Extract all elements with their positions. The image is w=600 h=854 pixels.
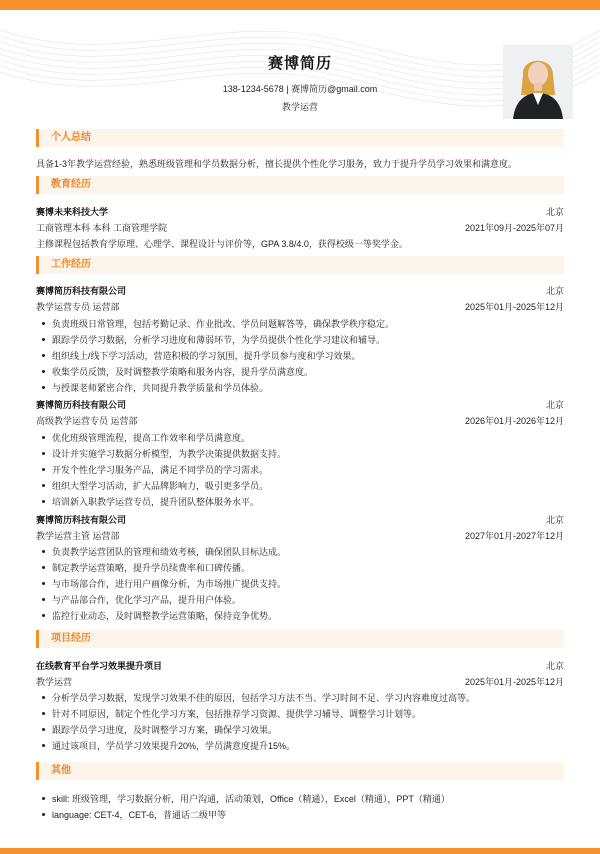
job-role: 高级教学运营专员 运营部 (36, 416, 138, 426)
job-header (36, 285, 564, 297)
job-period: 2026年01月-2026年12月 (464, 416, 564, 426)
section-title-summary: 个人总结 (36, 129, 564, 147)
job-period: 2025年01月-2025年12月 (464, 302, 564, 312)
list-item: 监控行业动态，及时调整教学运营策略，保持竞争优势。 (42, 610, 562, 622)
list-item: 收集学员反馈，及时调整教学策略和服务内容，提升学员满意度。 (42, 366, 562, 378)
candidate-name: 赛博简历 (267, 55, 332, 72)
list-item: 与产品部合作，优化学习产品，提升用户体验。 (42, 594, 562, 606)
job-header (36, 514, 564, 526)
list-item: 与市场部合作，进行用户画像分析，为市场推广提供支持。 (42, 578, 562, 590)
section-title-project: 项目经历 (36, 630, 564, 648)
list-item: 开发个性化学习服务产品，满足不同学员的学习需求。 (42, 464, 562, 476)
list-item: 组织大型学习活动，扩大品牌影响力，吸引更多学员。 (42, 480, 562, 492)
job-location: 北京 (545, 515, 564, 525)
top-accent-bar (0, 0, 600, 10)
profile-photo (503, 45, 573, 119)
job-location: 北京 (545, 400, 564, 410)
project-header (36, 660, 564, 672)
job-role-row (36, 415, 564, 427)
school-name: 赛博未来科技大学 (36, 207, 109, 217)
company-name: 赛博简历科技有限公司 (36, 286, 127, 296)
list-item: 设计并实施学习数据分析模型，为教学决策提供数据支持。 (42, 448, 562, 460)
job-role: 教学运营专员 运营部 (36, 302, 120, 312)
project-location: 北京 (545, 661, 564, 671)
job-role: 教学运营主管 运营部 (36, 531, 120, 541)
list-item: skill: 班级管理，学习数据分析，用户沟通，活动策划，Office（精通），Excel（精通），PPT（精通） (42, 793, 562, 805)
project-role-row (36, 676, 564, 688)
project-period: 2025年01月-2025年12月 (464, 677, 564, 687)
education-degree: 工商管理本科 本科 工商管理学院 (36, 223, 168, 233)
list-item: 跟踪学员学习数据，分析学习进度和薄弱环节，为学员提供个性化学习建议和辅导。 (42, 334, 562, 346)
summary-text: 具备1-3年教学运营经验，熟悉班级管理和学员数据分析，擅长提供个性化学习服务，致力于提升学员学习效果和满意度。 (36, 159, 518, 169)
job-period: 2027年01月-2027年12月 (464, 531, 564, 541)
list-item: 负责班级日常管理，包括考勤记录、作业批改、学员问题解答等，确保教学秩序稳定。 (42, 318, 562, 330)
job-role-row (36, 301, 564, 313)
list-item: 优化班级管理流程，提高工作效率和学员满意度。 (42, 432, 562, 444)
section-title-education: 教育经历 (36, 176, 564, 194)
bottom-accent-bar (0, 848, 600, 854)
section-title-work: 工作经历 (36, 256, 564, 274)
education-period: 2021年09月-2025年07月 (464, 223, 564, 233)
education-detail: 主修课程包括教育学原理、心理学、课程设计与评价等，GPA 3.8/4.0，获得校级一等奖学金。 (36, 239, 408, 249)
list-item: 针对不同原因，制定个性化学习方案，包括推荐学习资源、提供学习辅导、调整学习计划等。 (42, 708, 562, 720)
list-item: 负责教学运营团队的管理和绩效考核，确保团队目标达成。 (42, 546, 562, 558)
job-target: 教学运营 (281, 102, 318, 112)
job-header (36, 399, 564, 411)
job-role-row (36, 530, 564, 542)
list-item: 组织线上/线下学习活动，营造积极的学习氛围，提升学员参与度和学习效果。 (42, 350, 562, 362)
education-degree-row (36, 222, 564, 234)
education-header (36, 206, 564, 218)
list-item: 与授课老师紧密合作，共同提升教学质量和学员体验。 (42, 382, 562, 394)
job-location: 北京 (545, 286, 564, 296)
education-location: 北京 (545, 207, 564, 217)
section-title-other: 其他 (36, 762, 564, 780)
project-name: 在线教育平台学习效果提升项目 (36, 661, 163, 671)
list-item: 分析学员学习数据，发现学习效果不佳的原因，包括学习方法不当、学习时间不足、学习内容难度过高等。 (42, 692, 562, 704)
list-item: language: CET-4，CET-6，普通话二级甲等 (42, 809, 562, 821)
project-role: 教学运营 (36, 677, 73, 687)
list-item: 通过该项目，学员学习效果提升20%，学员满意度提升15%。 (42, 740, 562, 752)
list-item: 制定教学运营策略，提升学员续费率和口碑传播。 (42, 562, 562, 574)
list-item: 跟踪学员学习进度，及时调整学习方案，确保学习效果。 (42, 724, 562, 736)
company-name: 赛博简历科技有限公司 (36, 400, 127, 410)
contact-info: 138-1234-5678 | 赛博简历@gmail.com (222, 84, 378, 94)
company-name: 赛博简历科技有限公司 (36, 515, 127, 525)
list-item: 培训新入职教学运营专员，提升团队整体服务水平。 (42, 496, 562, 508)
